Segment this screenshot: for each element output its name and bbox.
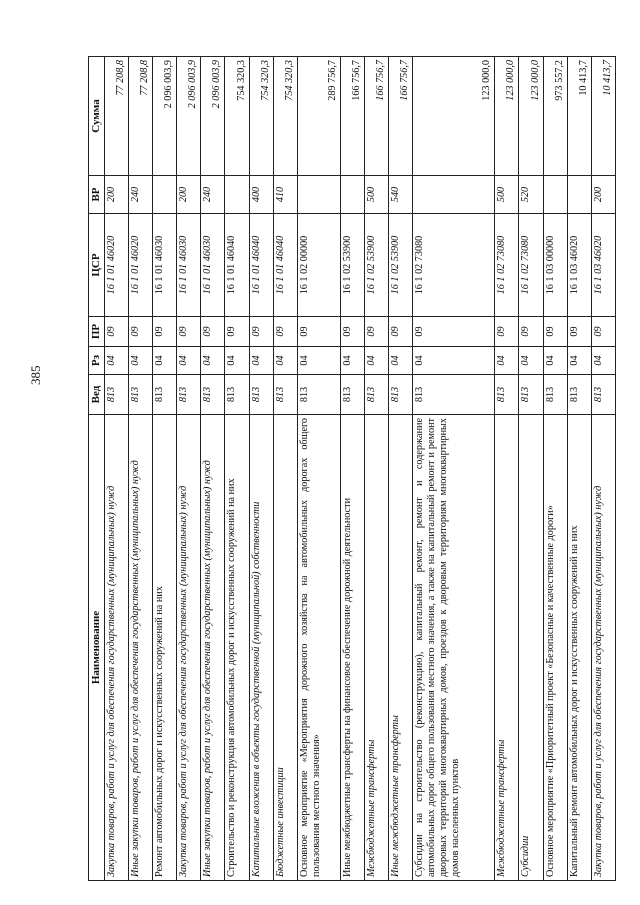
cell-ved: 813: [153, 375, 177, 415]
cell-vr: [297, 176, 340, 214]
cell-rz: 04: [249, 347, 273, 375]
cell-name: Иные закупки товаров, работ и услуг для обеспечения государственных (муниципальных) нужд: [201, 415, 225, 881]
cell-name: Иные закупки товаров, работ и услуг для обеспечения государственных (муниципальных) нужд: [129, 415, 153, 881]
cell-pr: 09: [297, 317, 340, 347]
cell-sum: 2 096 003,9: [201, 57, 225, 176]
table-row: [129, 57, 153, 881]
cell-vr: 400: [249, 176, 273, 214]
cell-name: Межбюджетные трансферты: [495, 415, 519, 881]
cell-rz: 04: [519, 347, 543, 375]
cell-pr: 09: [249, 317, 273, 347]
cell-ved: 813: [249, 375, 273, 415]
cell-vr: 540: [389, 176, 413, 214]
cell-pr: 09: [591, 317, 615, 347]
cell-pr: 09: [341, 317, 365, 347]
cell-name: Субсидии: [519, 415, 543, 881]
cell-name: Бюджетные инвестиции: [273, 415, 297, 881]
cell-vr: 200: [591, 176, 615, 214]
cell-csr: 16 1 01 46030: [201, 214, 225, 317]
table-row: [104, 57, 128, 881]
cell-pr: 09: [389, 317, 413, 347]
table-row: [177, 57, 201, 881]
table-row: [413, 57, 495, 881]
cell-ved: 813: [519, 375, 543, 415]
cell-csr: 16 1 01 46030: [177, 214, 201, 317]
cell-csr: 16 1 02 53900: [389, 214, 413, 317]
cell-sum: 2 096 003,9: [153, 57, 177, 176]
cell-pr: 09: [225, 317, 249, 347]
table-row: [225, 57, 249, 881]
cell-vr: 500: [365, 176, 389, 214]
budget-table: [88, 56, 616, 881]
cell-ved: 813: [389, 375, 413, 415]
cell-rz: 04: [591, 347, 615, 375]
cell-ved: 813: [104, 375, 128, 415]
cell-sum: 10 413,7: [591, 57, 615, 176]
cell-csr: 16 1 02 53900: [365, 214, 389, 317]
cell-csr: 16 1 03 00000: [543, 214, 567, 317]
cell-rz: 04: [389, 347, 413, 375]
cell-sum: 166 756,7: [365, 57, 389, 176]
cell-rz: 04: [495, 347, 519, 375]
cell-ved: 813: [413, 375, 495, 415]
cell-sum: 123 000,0: [519, 57, 543, 176]
cell-rz: 04: [365, 347, 389, 375]
cell-vr: 500: [495, 176, 519, 214]
col-header-sum: Сумма: [89, 57, 105, 176]
rotated-table-container: [88, 57, 616, 881]
cell-rz: 04: [413, 347, 495, 375]
cell-ved: 813: [567, 375, 591, 415]
cell-rz: 04: [297, 347, 340, 375]
cell-sum: 77 208,8: [129, 57, 153, 176]
col-header-vr: ВР: [89, 176, 105, 214]
cell-csr: 16 1 03 46020: [591, 214, 615, 317]
cell-ved: 813: [495, 375, 519, 415]
cell-csr: 16 1 01 46040: [273, 214, 297, 317]
cell-csr: 16 1 02 73080: [413, 214, 495, 317]
table-row: [365, 57, 389, 881]
cell-rz: 04: [567, 347, 591, 375]
cell-rz: 04: [153, 347, 177, 375]
cell-name: Капитальный ремонт автомобильных дорог и искусственных сооружений на них: [567, 415, 591, 881]
cell-name: Субсидии на строительство (реконструкцию), капитальный ремонт, ремонт и содержание автомобильных дорог общего пользования местного значения, а также на капитальный ремонт и ремонт дворовых территорий многоквартирных домов, проездов к дворовым территориям многоквартирных домов населенных пунктов: [413, 415, 495, 881]
cell-rz: 04: [225, 347, 249, 375]
cell-ved: 813: [177, 375, 201, 415]
table-header-row: [89, 57, 105, 881]
cell-csr: 16 1 01 46040: [249, 214, 273, 317]
cell-pr: 09: [413, 317, 495, 347]
table-row: [297, 57, 340, 881]
cell-rz: 04: [543, 347, 567, 375]
cell-csr: 16 1 02 00000: [297, 214, 340, 317]
cell-vr: 410: [273, 176, 297, 214]
table-row: [567, 57, 591, 881]
cell-vr: 240: [129, 176, 153, 214]
cell-ved: 813: [341, 375, 365, 415]
table-row: [249, 57, 273, 881]
table-row: [495, 57, 519, 881]
cell-pr: 09: [543, 317, 567, 347]
cell-sum: 289 756,7: [297, 57, 340, 176]
table-row: [201, 57, 225, 881]
cell-name: Основное мероприятие «Приоритетный проект «Безопасные и качественные дороги»: [543, 415, 567, 881]
cell-rz: 04: [129, 347, 153, 375]
cell-csr: 16 1 02 73080: [495, 214, 519, 317]
cell-sum: 123 000,0: [413, 57, 495, 176]
cell-name: Межбюджетные трансферты: [365, 415, 389, 881]
cell-vr: [341, 176, 365, 214]
cell-name: Иные межбюджетные трансферты: [389, 415, 413, 881]
col-header-name: Наименование: [89, 415, 105, 881]
cell-pr: 09: [567, 317, 591, 347]
page-number: 385: [28, 365, 43, 385]
cell-csr: 16 1 03 46020: [567, 214, 591, 317]
cell-vr: 240: [201, 176, 225, 214]
cell-name: Иные межбюджетные трансферты на финансовое обеспечение дорожной деятельности: [341, 415, 365, 881]
cell-sum: 973 557,2: [543, 57, 567, 176]
cell-vr: [543, 176, 567, 214]
cell-sum: 166 756,7: [341, 57, 365, 176]
cell-vr: 520: [519, 176, 543, 214]
cell-sum: 166 756,7: [389, 57, 413, 176]
cell-pr: 09: [273, 317, 297, 347]
cell-pr: 09: [495, 317, 519, 347]
cell-ved: 813: [297, 375, 340, 415]
cell-sum: 77 208,8: [104, 57, 128, 176]
cell-csr: 16 1 02 53900: [341, 214, 365, 317]
cell-name: Капитальные вложения в объекты государственной (муниципальной) собственности: [249, 415, 273, 881]
cell-pr: 09: [365, 317, 389, 347]
table-row: [519, 57, 543, 881]
cell-vr: [153, 176, 177, 214]
col-header-csr: ЦСР: [89, 214, 105, 317]
cell-ved: 813: [365, 375, 389, 415]
cell-sum: 754 320,3: [273, 57, 297, 176]
cell-rz: 04: [273, 347, 297, 375]
cell-pr: 09: [104, 317, 128, 347]
cell-pr: 09: [153, 317, 177, 347]
cell-name: Закупка товаров, работ и услуг для обеспечения государственных (муниципальных) нужд: [591, 415, 615, 881]
cell-csr: 16 1 01 46040: [225, 214, 249, 317]
cell-csr: 16 1 01 46030: [153, 214, 177, 317]
cell-csr: 16 1 01 46020: [129, 214, 153, 317]
cell-rz: 04: [177, 347, 201, 375]
cell-pr: 09: [201, 317, 225, 347]
cell-rz: 04: [341, 347, 365, 375]
cell-ved: 813: [129, 375, 153, 415]
cell-sum: 10 413,7: [567, 57, 591, 176]
cell-rz: 04: [201, 347, 225, 375]
cell-sum: 123 000,0: [495, 57, 519, 176]
cell-csr: 16 1 01 46020: [104, 214, 128, 317]
cell-ved: 813: [543, 375, 567, 415]
cell-ved: 813: [591, 375, 615, 415]
cell-sum: 754 320,3: [225, 57, 249, 176]
cell-pr: 09: [177, 317, 201, 347]
cell-vr: [413, 176, 495, 214]
cell-vr: 200: [177, 176, 201, 214]
col-header-rz: Рз: [89, 347, 105, 375]
cell-pr: 09: [519, 317, 543, 347]
cell-sum: 2 096 003,9: [177, 57, 201, 176]
cell-ved: 813: [225, 375, 249, 415]
cell-pr: 09: [129, 317, 153, 347]
cell-name: Основное мероприятие «Мероприятия дорожного хозяйства на автомобильных дорогах общего пользования местного значения»: [297, 415, 340, 881]
cell-vr: [567, 176, 591, 214]
cell-sum: 754 320,3: [249, 57, 273, 176]
table-body: [104, 57, 615, 881]
cell-vr: 200: [104, 176, 128, 214]
cell-name: Ремонт автомобильных дорог и искусственных сооружений на них: [153, 415, 177, 881]
cell-rz: 04: [104, 347, 128, 375]
table-row: [389, 57, 413, 881]
cell-csr: 16 1 02 73080: [519, 214, 543, 317]
col-header-ved: Вед: [89, 375, 105, 415]
cell-name: Закупка товаров, работ и услуг для обеспечения государственных (муниципальных) нужд: [177, 415, 201, 881]
cell-name: Строительство и реконструкция автомобильных дорог и искусственных сооружений на них: [225, 415, 249, 881]
table-row: [543, 57, 567, 881]
table-row: [341, 57, 365, 881]
cell-ved: 813: [201, 375, 225, 415]
table-row: [591, 57, 615, 881]
cell-ved: 813: [273, 375, 297, 415]
table-row: [273, 57, 297, 881]
cell-name: Закупка товаров, работ и услуг для обеспечения государственных (муниципальных) нужд: [104, 415, 128, 881]
table-row: [153, 57, 177, 881]
cell-vr: [225, 176, 249, 214]
col-header-pr: ПР: [89, 317, 105, 347]
